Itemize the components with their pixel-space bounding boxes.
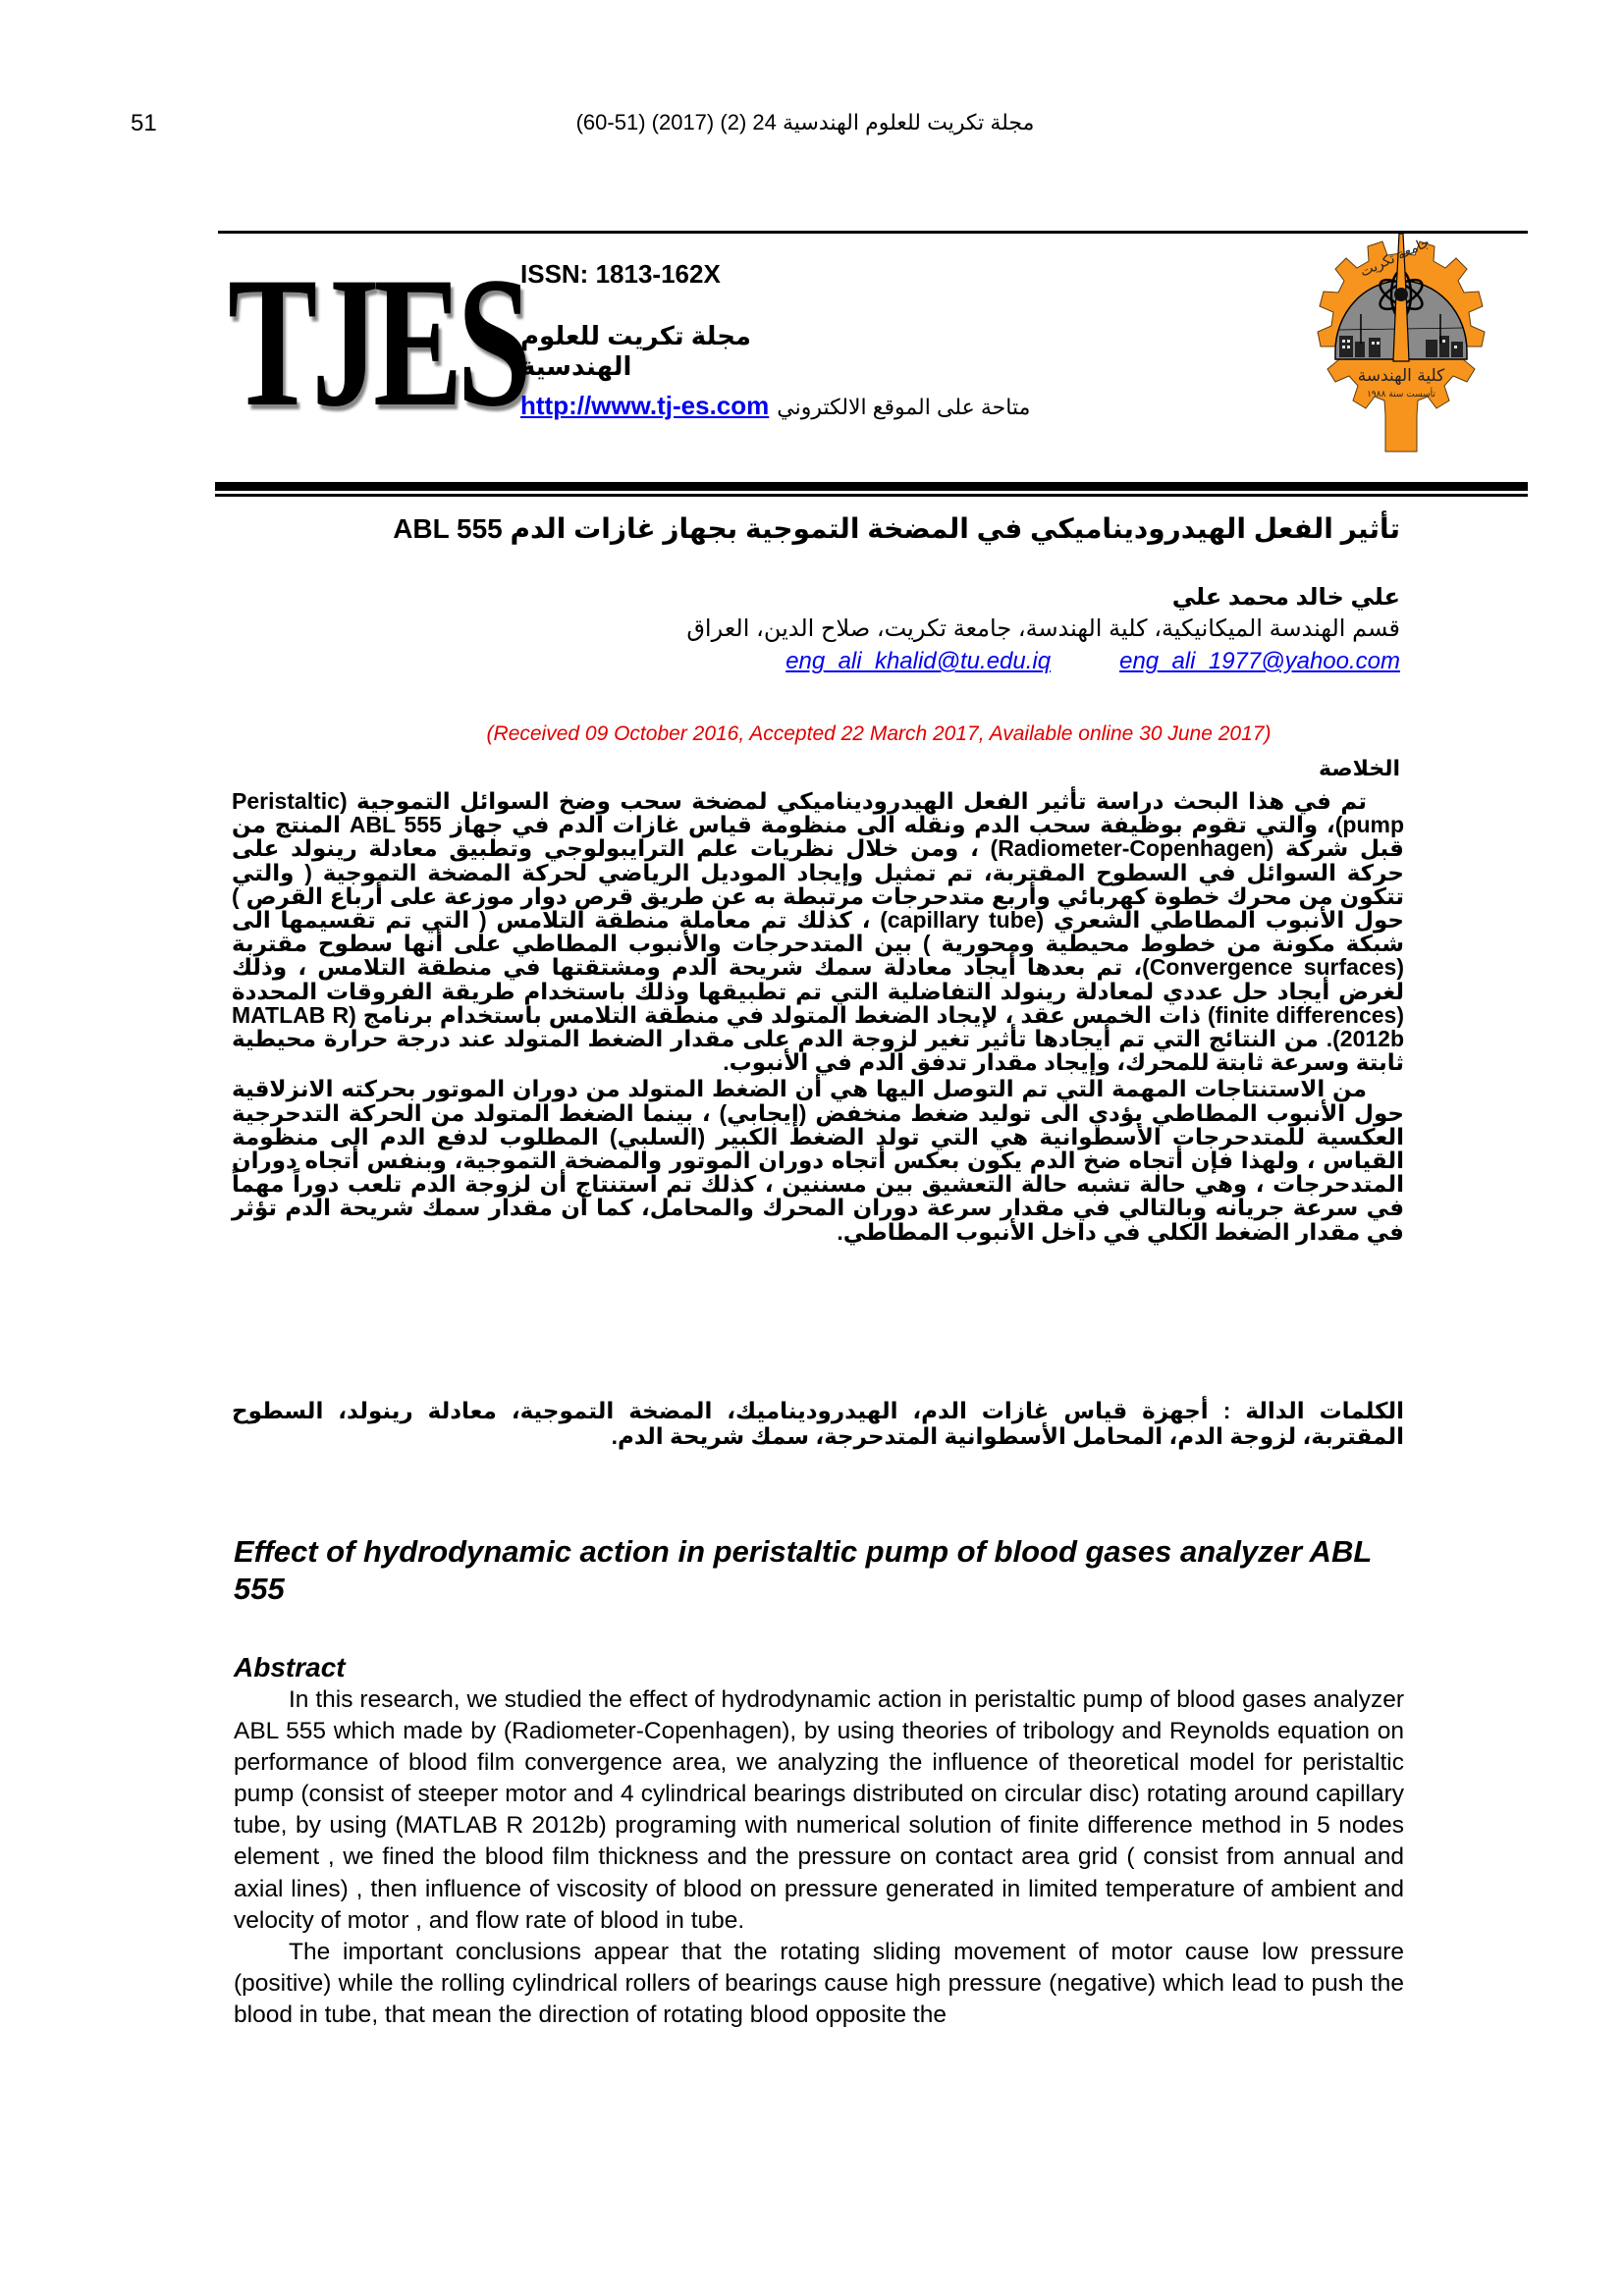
page-number: 51: [131, 110, 157, 136]
keywords-ar: [232, 1398, 1404, 1449]
abstract-paragraph-en: In this research, we studied the effect of hydrodynamic action in peristaltic pump of blood gases analyzer ABL 555 which made by (Radiometer-Copenhagen), by using theories of tribology and Reynolds equation on performance of blood film convergence area, we analyzing the influence of theoretical model for peristaltic pump (consist of steeper motor and 4 cylindrical bearings distributed on circular disc) rotating around capillary tube, by using (MATLAB R 2012b) programing with numerical solution of finite difference method in 5 nodes element , we fined the blood film thickness and the pressure on contact area grid ( consist from annual and axial lines) , then influence of viscosity of blood on pressure generated in limited temperature of ambient and velocity of motor , and flow rate of blood in tube.: [234, 1686, 1404, 1934]
logo-top-text: جامعة تكريت: [1357, 234, 1433, 281]
author-emails: [785, 648, 1400, 675]
keywords-list: أجهزة قياس غازات الدم، الهيدروديناميك، المضخة التموجية، معادلة رينولد، السطوح المقتربة، لزوجة الدم، المحامل الأسطوانية المتدحرجة، سمك شريحة الدم.: [232, 1398, 1404, 1449]
logo-bottom-text: تأسست سنة ١٩٨٨: [1367, 390, 1435, 400]
masthead-rule-thin: [215, 494, 1528, 497]
email-link-1[interactable]: eng_ali_khalid@tu.edu.iq: [785, 648, 1052, 674]
keywords-label: الكلمات الدالة :: [1222, 1398, 1405, 1423]
abstract-body-ar: [232, 789, 1404, 1244]
abstract-body-en: [234, 1684, 1404, 2031]
website-link[interactable]: http://www.tj-es.com: [520, 391, 770, 420]
abstract-paragraph-en: The important conclusions appear that the rotating sliding movement of motor cause low pressure (positive) while the rolling cylindrical rollers of bearings cause high pressure (negative) which lead to push the blood in tube, that mean the direction of rotating blood opposite the: [234, 1938, 1404, 2028]
article-title-en: Effect of hydrodynamic action in peristaltic pump of blood gases analyzer ABL 555: [234, 1534, 1372, 1606]
received-dates: (Received 09 October 2016, Accepted 22 March 2017, Available online 30 June 2017): [486, 722, 1272, 745]
website-line: [520, 391, 1030, 421]
issn: ISSN: 1813-162X: [520, 259, 721, 289]
tjes-logo-text: TJES: [228, 240, 526, 446]
author-name: علي خالد محمد علي: [1171, 584, 1400, 611]
article-title-ar: تأثير الفعل الهيدروديناميكي في المضخة التموجية بجهاز غازات الدم ABL 555: [393, 513, 1400, 544]
running-head: مجلة تكريت للعلوم الهندسية 24 (2) (2017) (51-60): [575, 110, 1035, 134]
masthead-rule-thick: [215, 482, 1528, 491]
author-affiliation: قسم الهندسة الميكانيكية، كلية الهندسة، جامعة تكريت، صلاح الدين، العراق: [686, 615, 1400, 642]
tjes-logo: [228, 240, 526, 446]
website-label: متاحة على الموقع الالكتروني: [777, 395, 1031, 419]
gear-emblem-icon: [1292, 234, 1510, 454]
college-logo: [1292, 234, 1510, 454]
logo-middle-text: كلية الهندسة: [1357, 366, 1445, 386]
abstract-paragraph-ar: من الاستنتاجات المهمة التي تم التوصل اليها هي أن الضغط المتولد من دوران الموتور بحركته الانزلاقية حول الأنبوب المطاطي يؤدي الى توليد ضغط منخفض (إيجابي) ، بينما الضغط المتولد من الحركة التدحرجية العكسية للمتدحرجات الأسطوانية هي التي تولد الضغط الكبير (السلبي) المطلوب لدفع الدم الى منظومة القياس ، ولهذا فإن أتجاه ضخ الدم يكون بعكس أتجاه دوران الموتور والمضخة التموجية، وبنفس أتجاه دوران المتدحرجات ، وهي حالة تشبه حالة التعشيق بين مسننين ، كذلك تم استنتاج أن لزوجة الدم تلعب دوراً مهماً في سرعة جريانه وبالتالي في مقدار سرعة دوران المحرك والمحامل، كما أن مقدار سمك شريحة الدم تؤثر في مقدار الضغط الكلي في داخل الأنبوب المطاطي.: [232, 1076, 1404, 1245]
abstract-heading-ar: الخلاصة: [1319, 756, 1400, 780]
email-link-2[interactable]: eng_ali_1977@yahoo.com: [1119, 648, 1400, 674]
abstract-paragraph-ar: تم في هذا البحث دراسة تأثير الفعل الهيدروديناميكي لمضخة سحب وضخ السوائل التموجية (Peristaltic pump)، والتي تقوم بوظيفة سحب الدم ونقله الى منظومة قياس غازات الدم في جهاز ABL 555 المنتج من قبل شركة (Radiometer-Copenhagen) ، ومن خلال نظريات علم الترايبولوجي وتطبيق معادلة رينولد على حركة السوائل في السطوح المقتربة، تم تمثيل وإيجاد الموديل الرياضي لحركة المضخة التموجية ( والتي تتكون من محرك خطوة كهربائي وأربع متدحرجات مرتبطة به عن طريق قرص دوار موزعة على أرباع القرص ) حول الأنبوب المطاطي الشعري (capillary tube) ، كذلك تم معاملة منطقة التلامس ( التي تم تقسيمها الى شبكة مكونة من خطوط محيطية ومحورية ) بين المتدحرجات والأنبوب المطاطي على أنها سطوح مقتربة (Convergence surfaces)، تم بعدها أيجاد معادلة سمك شريحة الدم ومشتقتها في منطقة التلامس ، وذلك لغرض أيجاد حل عددي لمعادلة رينولد التفاضلية التي تم تطبيقها وذلك باستخدام طريقة الفروقات المحددة (finite differences) ذات الخمس عقد ، لإيجاد الضغط المتولد في منطقة التلامس باستخدام برنامج (MATLAB R 2012b). من النتائج التي تم أيجادها تأثير تغير لزوجة الدم على مقدار الضغط المتولد عند درجة حرارة محيطية ثابتة وسرعة ثابتة للمحرك، وإيجاد مقدار تدفق الدم في الأنبوب.: [232, 788, 1405, 1076]
journal-name-ar: مجلة تكريت للعلوم الهندسية: [520, 321, 752, 381]
abstract-heading-en: Abstract: [234, 1652, 346, 1682]
